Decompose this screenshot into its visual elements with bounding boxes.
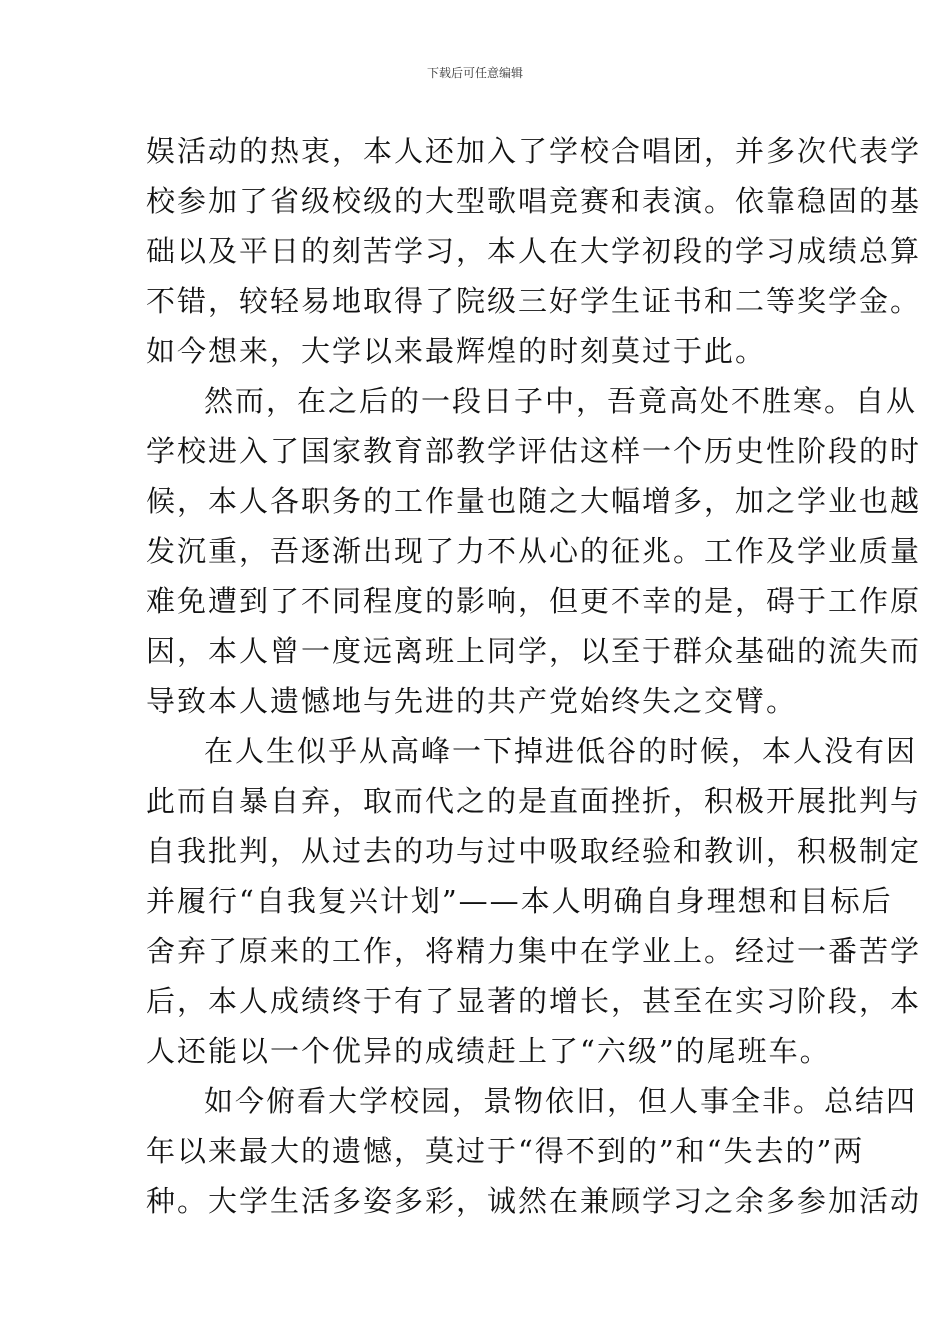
text-line: 不错，较轻易地取得了院级三好学生证书和二等奖学金。 <box>146 284 922 318</box>
text-line: 人还能以一个优异的成绩赶上了“六级”的尾班车。 <box>146 1034 831 1068</box>
text-line: 难免遭到了不同程度的影响，但更不幸的是，碍于工作原 <box>146 584 922 618</box>
text-line: 舍弃了原来的工作，将精力集中在学业上。经过一番苦学 <box>146 934 922 968</box>
document-body <box>146 126 922 1226</box>
text-line: 在人生似乎从高峰一下掉进低谷的时候，本人没有因 <box>204 734 918 768</box>
text-line: 校参加了省级校级的大型歌唱竞赛和表演。依靠稳固的基 <box>146 184 922 218</box>
text-line: 发沉重，吾逐渐出现了力不从心的征兆。工作及学业质量 <box>146 534 922 568</box>
text-line: 并履行“自我复兴计划”——本人明确自身理想和目标后 <box>146 884 893 918</box>
text-line: 学校进入了国家教育部教学评估这样一个历史性阶段的时 <box>146 434 922 468</box>
text-line: 后，本人成绩终于有了显著的增长，甚至在实习阶段，本 <box>146 984 922 1018</box>
page-header: 下载后可任意编辑 <box>426 66 523 80</box>
text-line: 导致本人遗憾地与先进的共产党始终失之交臂。 <box>146 684 798 718</box>
text-line: 然而，在之后的一段日子中，吾竟高处不胜寒。自从 <box>204 384 918 418</box>
text-line: 年以来最大的遗憾，莫过于“得不到的”和“失去的”两 <box>146 1134 865 1168</box>
text-line: 此而自暴自弃，取而代之的是直面挫折，积极开展批判与 <box>146 784 922 818</box>
text-line: 种。大学生活多姿多彩，诚然在兼顾学习之余多参加活动 <box>146 1184 922 1218</box>
text-line: 候，本人各职务的工作量也随之大幅增多，加之学业也越 <box>146 484 922 518</box>
text-line: 自我批判，从过去的功与过中吸取经验和教训，积极制定 <box>146 834 922 868</box>
text-line: 娱活动的热衷，本人还加入了学校合唱团，并多次代表学 <box>146 134 922 168</box>
text-line: 因，本人曾一度远离班上同学，以至于群众基础的流失而 <box>146 634 922 668</box>
text-line: 如今俯看大学校园，景物依旧，但人事全非。总结四 <box>204 1084 918 1118</box>
text-line: 如今想来，大学以来最辉煌的时刻莫过于此。 <box>146 334 767 368</box>
text-line: 础以及平日的刻苦学习，本人在大学初段的学习成绩总算 <box>146 234 922 268</box>
